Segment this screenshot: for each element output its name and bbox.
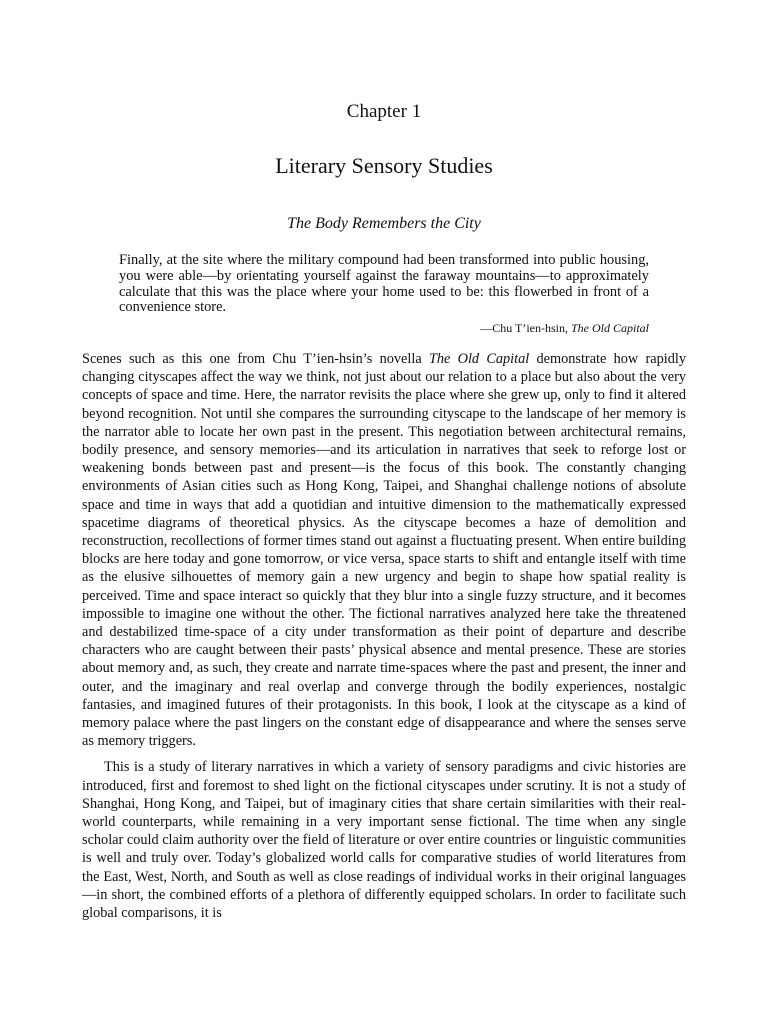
epigraph-quote: Finally, at the site where the military compound had been transformed into public housing, you were able—by orientating yourself against the faraway mountains—to approximately calculate that this was the place where your home used to be: this flowerbed in front of a convenience store.	[119, 252, 649, 316]
epigraph-work-title: The Old Capital	[570, 321, 649, 335]
body-text	[82, 350, 686, 922]
chapter-label: Chapter 1	[346, 101, 422, 122]
section-subtitle: The Body Remembers the City	[287, 215, 481, 232]
paragraph-1-start: Scenes such as this one from Chu T’ien-hsin’s novella	[82, 351, 429, 367]
epigraph-author: —Chu T’ien-hsin,	[480, 321, 571, 335]
paragraph-1-rest: demonstrate how rapidly changing cityscapes affect the way we think, not just about our relation to a place but also about the very concepts of space and time. Here, the narrator revisits the place where she grew up, only to find it altered beyond recognition. Not until she compares the surrounding cityscape to the landscape of her memory is the narrator able to locate her own past in the present. This negotiation between architectural remains, bodily presence, and sensory memories—and its articulation in narratives that seek to reforge lost or weakening bonds between past and present—is the focus of this book. The constantly changing environments of Asian cities such as Hong Kong, Taipei, and Shanghai challenge notions of absolute space and time in ways that add a quotidian and intuitive dimension to the mathematically expressed spacetime diagrams of theoretical physics. As the cityscape becomes a haze of demolition and reconstruction, recollections of former times stand out against a fluctuating present. When entire building blocks are here today and gone tomorrow, or vice versa, space starts to shift and entangle itself with time as the elusive silhouettes of memory gain a new urgency and begin to shape how spatial reality is perceived. Time and space interact so quickly that they blur into a single fuzzy structure, and it becomes impossible to imagine one without the other. The fictional narratives analyzed here take the threatened and destabilized time-space of a city under transformation as their point of departure and describe characters who are caught between their pasts’ physical absence and mental presence. These are stories about memory and, as such, they create and narrate time-spaces where the past and present, the inner and outer, and the imaginary and real overlap and converge through the bodily experiences, nostalgic fantasies, and imagined futures of their protagonists. In this book, I look at the cityscape as a kind of memory palace where the past lingers on the constant edge of disappearance and where the senses serve as memory triggers.	[82, 351, 686, 750]
chapter-title: Literary Sensory Studies	[275, 153, 493, 178]
paragraph-1-work-title: The Old Capital	[428, 351, 530, 367]
paragraph-1	[82, 350, 686, 750]
epigraph-attribution	[119, 320, 649, 336]
paragraph-2: This is a study of literary narratives in which a variety of sensory paradigms and civic histories are introduced, first and foremost to shed light on the fictional cityscapes under scrutiny. It is not a study of Shanghai, Hong Kong, and Taipei, but of imaginary cities that share certain similarities with their real-world counterparts, while remaining in a very important sense fictional. The time when any single scholar could claim authority over the field of literature or over entire countries or linguistic communities is well and truly over. Today’s globalized world calls for comparative studies of world literatures from the East, West, North, and South as well as close readings of individual works in their original languages—in short, the combined efforts of a plethora of differently equipped scholars. In order to facilitate such global comparisons, it is	[82, 759, 686, 922]
